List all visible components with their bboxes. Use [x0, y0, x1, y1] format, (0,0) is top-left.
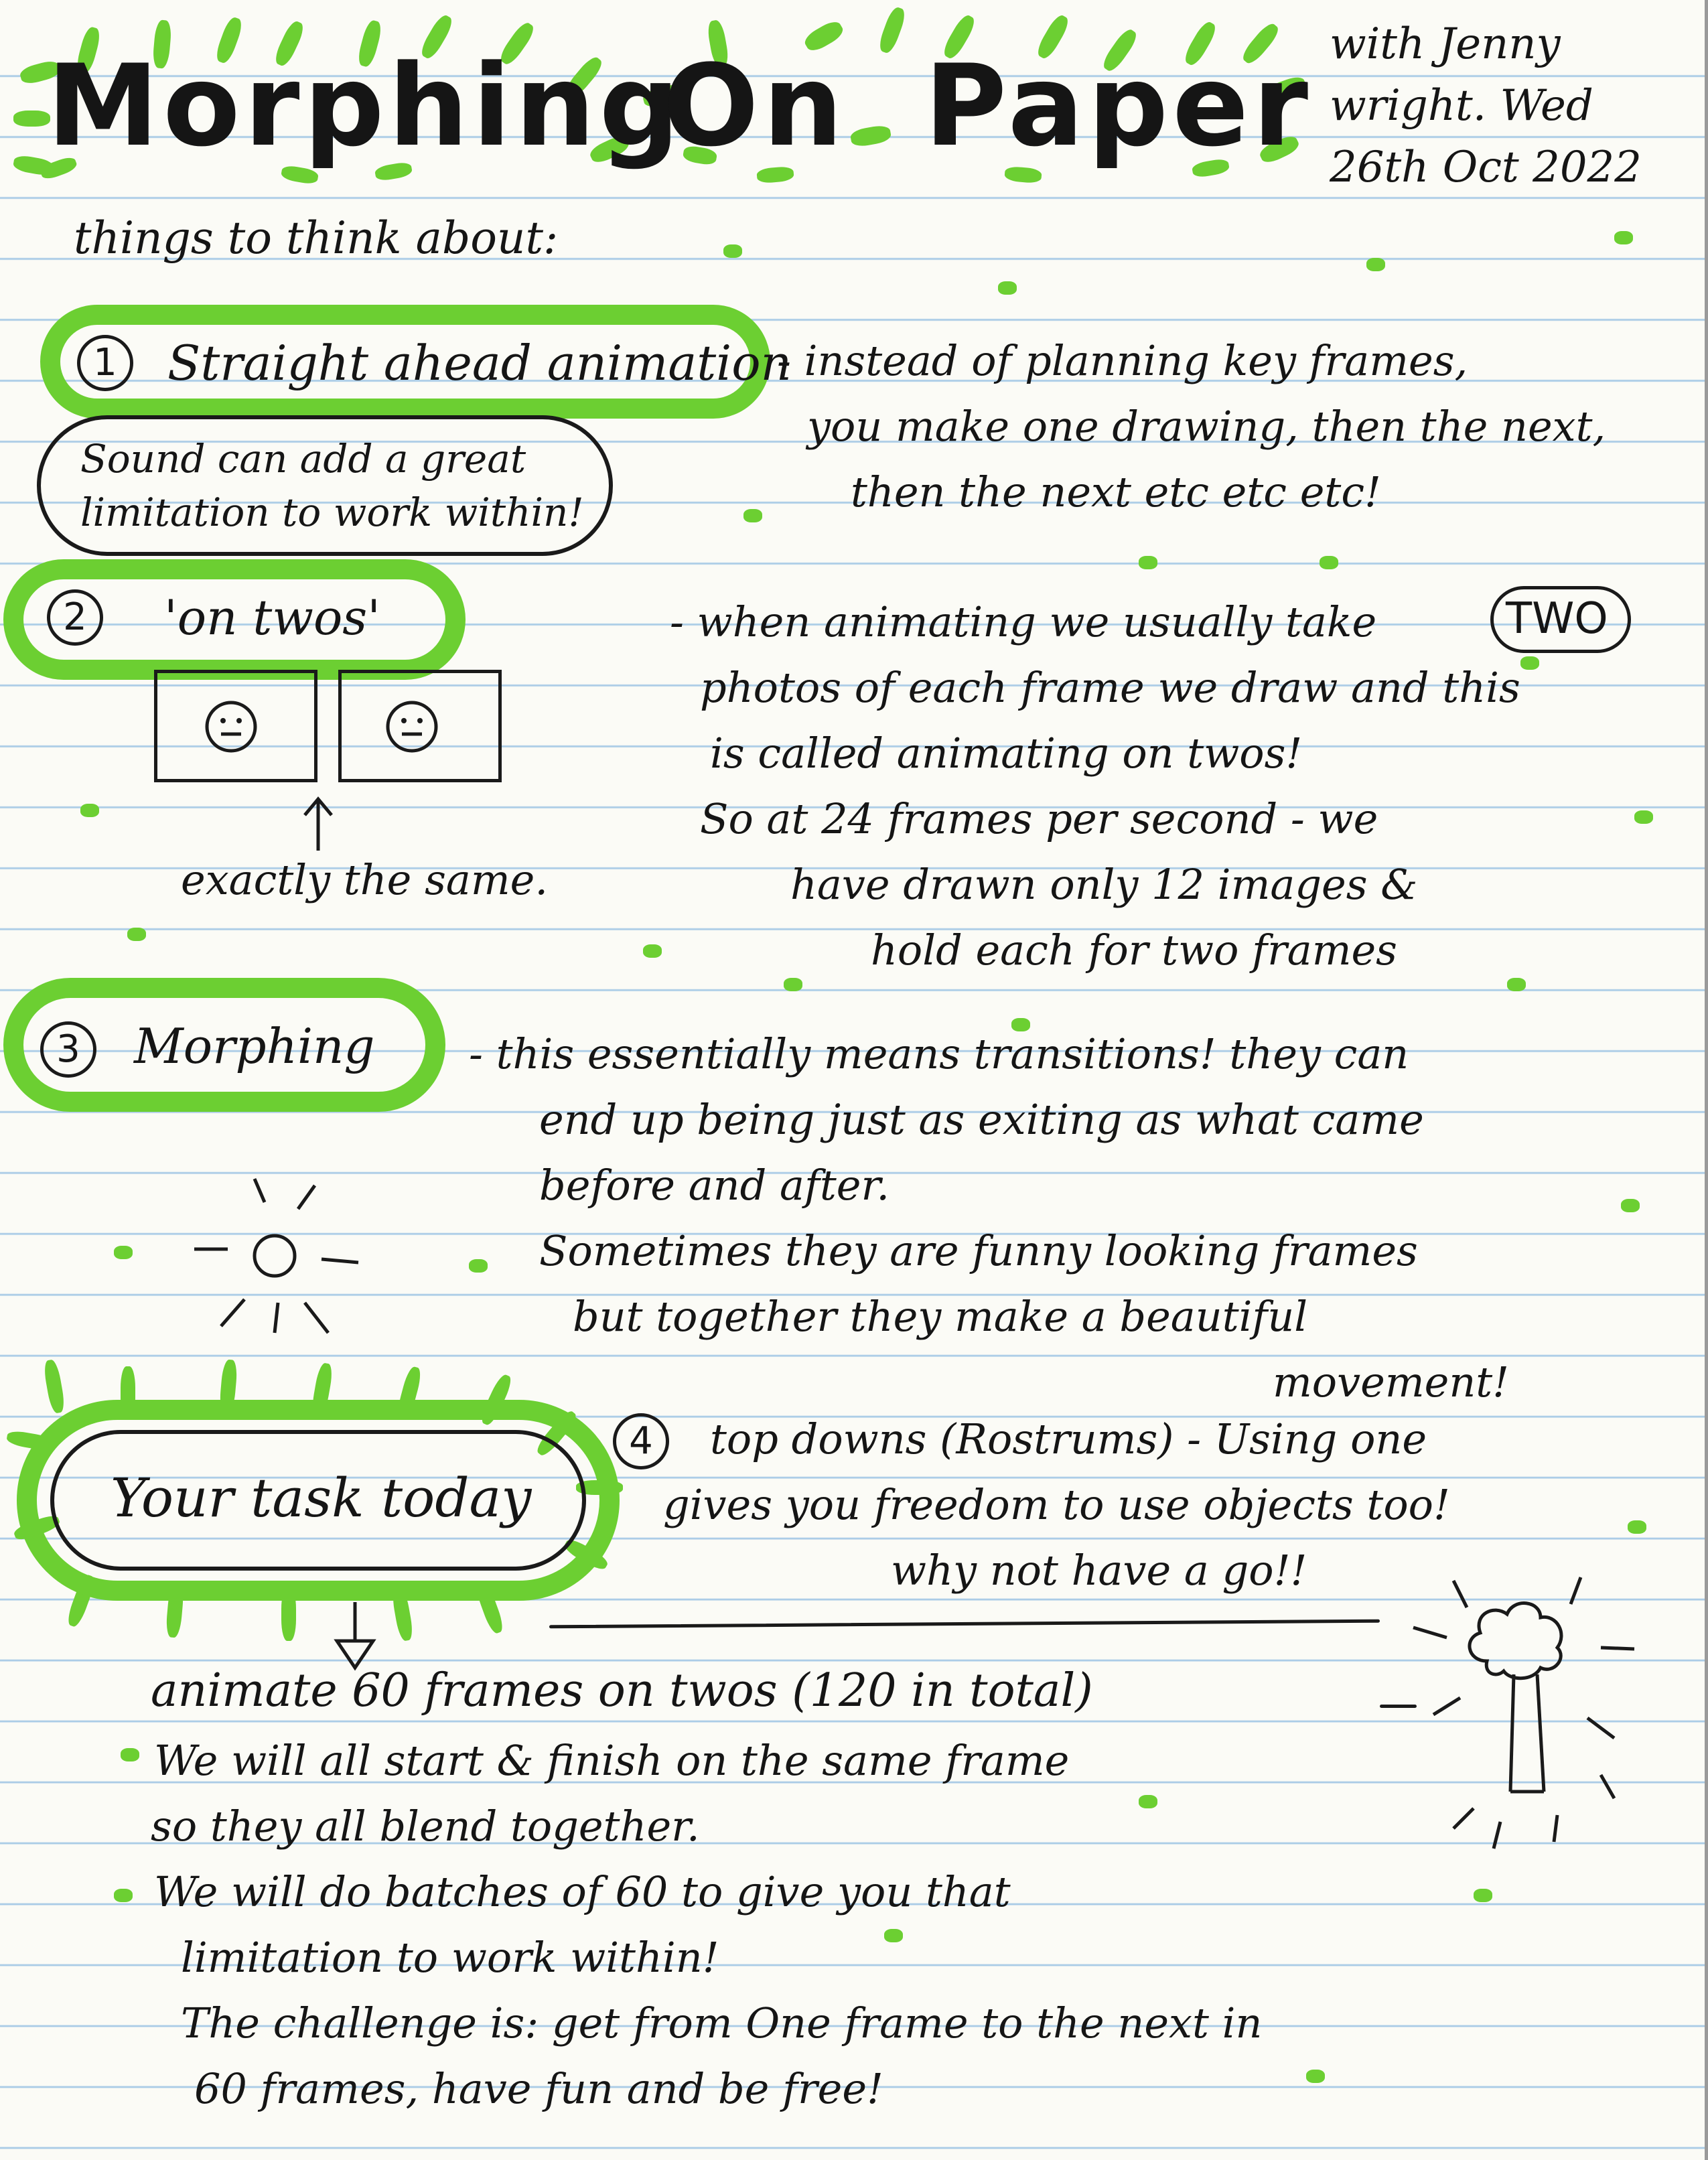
point-number-1: 1	[77, 335, 133, 391]
point-label-1: Straight ahead animation	[167, 335, 792, 391]
description-line: have drawn only 12 images &	[790, 860, 1418, 909]
description-line: is called animating on twos!	[710, 729, 1303, 778]
byline-line: wright. Wed	[1330, 81, 1593, 131]
task-line: 60 frames, have fun and be free!	[194, 2064, 883, 2113]
section-divider	[549, 1619, 1380, 1629]
task-lines	[151, 1728, 1263, 2122]
task-dash	[1380, 1705, 1417, 1708]
description-line: then the next etc etc etc!	[851, 467, 1381, 516]
point-description-3	[469, 1021, 1509, 1415]
smiley-face-icon	[382, 697, 442, 757]
intro-heading: things to think about:	[74, 212, 559, 264]
byline	[1330, 13, 1642, 198]
note-line: limitation to work within!	[80, 490, 584, 535]
point-description-2	[670, 589, 1520, 983]
point-description-4-cont	[663, 1472, 1450, 1603]
description-line: So at 24 frames per second - we	[700, 794, 1378, 843]
description-line: - this essentially means transitions! they can	[469, 1029, 1409, 1078]
description-line: - when animating we usually take	[670, 597, 1377, 646]
byline-line: with Jenny	[1330, 19, 1561, 69]
frame-caption: exactly the same.	[181, 855, 549, 904]
up-arrow-icon	[298, 794, 338, 854]
description-line: - instead of planning key frames,	[777, 336, 1468, 385]
description-line: top downs (Rostrums) - Using one	[710, 1415, 1427, 1463]
description-line: Sometimes they are funny looking frames	[539, 1226, 1418, 1275]
description-line: but together they make a beautiful	[573, 1292, 1308, 1341]
title-word-morphing: Morphing	[47, 40, 684, 171]
point-number-3: 3	[40, 1021, 96, 1078]
description-line: gives you freedom to use objects too!	[663, 1480, 1450, 1529]
task-line: limitation to work within!	[181, 1933, 719, 1982]
task-line: so they all blend together.	[151, 1802, 700, 1851]
task-line: We will do batches of 60 to give you that	[154, 1867, 1011, 1916]
point-description-4	[710, 1407, 1427, 1472]
description-line: hold each for two frames	[871, 926, 1397, 975]
description-line: why not have a go!!	[891, 1546, 1307, 1595]
task-line-1: animate 60 frames on twos (120 in total)	[151, 1664, 1093, 1717]
point-number-2: 2	[47, 589, 103, 646]
title-word-on: On	[663, 40, 847, 171]
emphasis-two: TWO	[1506, 594, 1608, 644]
byline-line: 26th Oct 2022	[1330, 143, 1642, 192]
task-label: Your task today	[111, 1467, 532, 1529]
sun-icon	[181, 1165, 368, 1346]
task-line: The challenge is: get from One frame to the next in	[181, 1999, 1263, 2047]
point-label-2: 'on twos'	[164, 589, 381, 646]
tree-icon	[1393, 1574, 1661, 1855]
point-description-1	[777, 328, 1606, 525]
description-line: end up being just as exiting as what came	[539, 1095, 1424, 1144]
description-line: movement!	[1273, 1358, 1510, 1407]
sound-note	[80, 432, 584, 539]
point-number-4: 4	[613, 1413, 669, 1469]
task-line: We will all start & finish on the same frame	[154, 1736, 1070, 1785]
title-word-paper: Paper	[924, 40, 1313, 171]
point-label-3: Morphing	[134, 1018, 375, 1074]
note-line: Sound can add a great	[80, 436, 526, 482]
description-line: photos of each frame we draw and this	[700, 663, 1520, 712]
description-line: before and after.	[539, 1161, 890, 1210]
smiley-face-icon	[201, 697, 261, 757]
description-line: you make one drawing, then the next,	[807, 402, 1606, 451]
